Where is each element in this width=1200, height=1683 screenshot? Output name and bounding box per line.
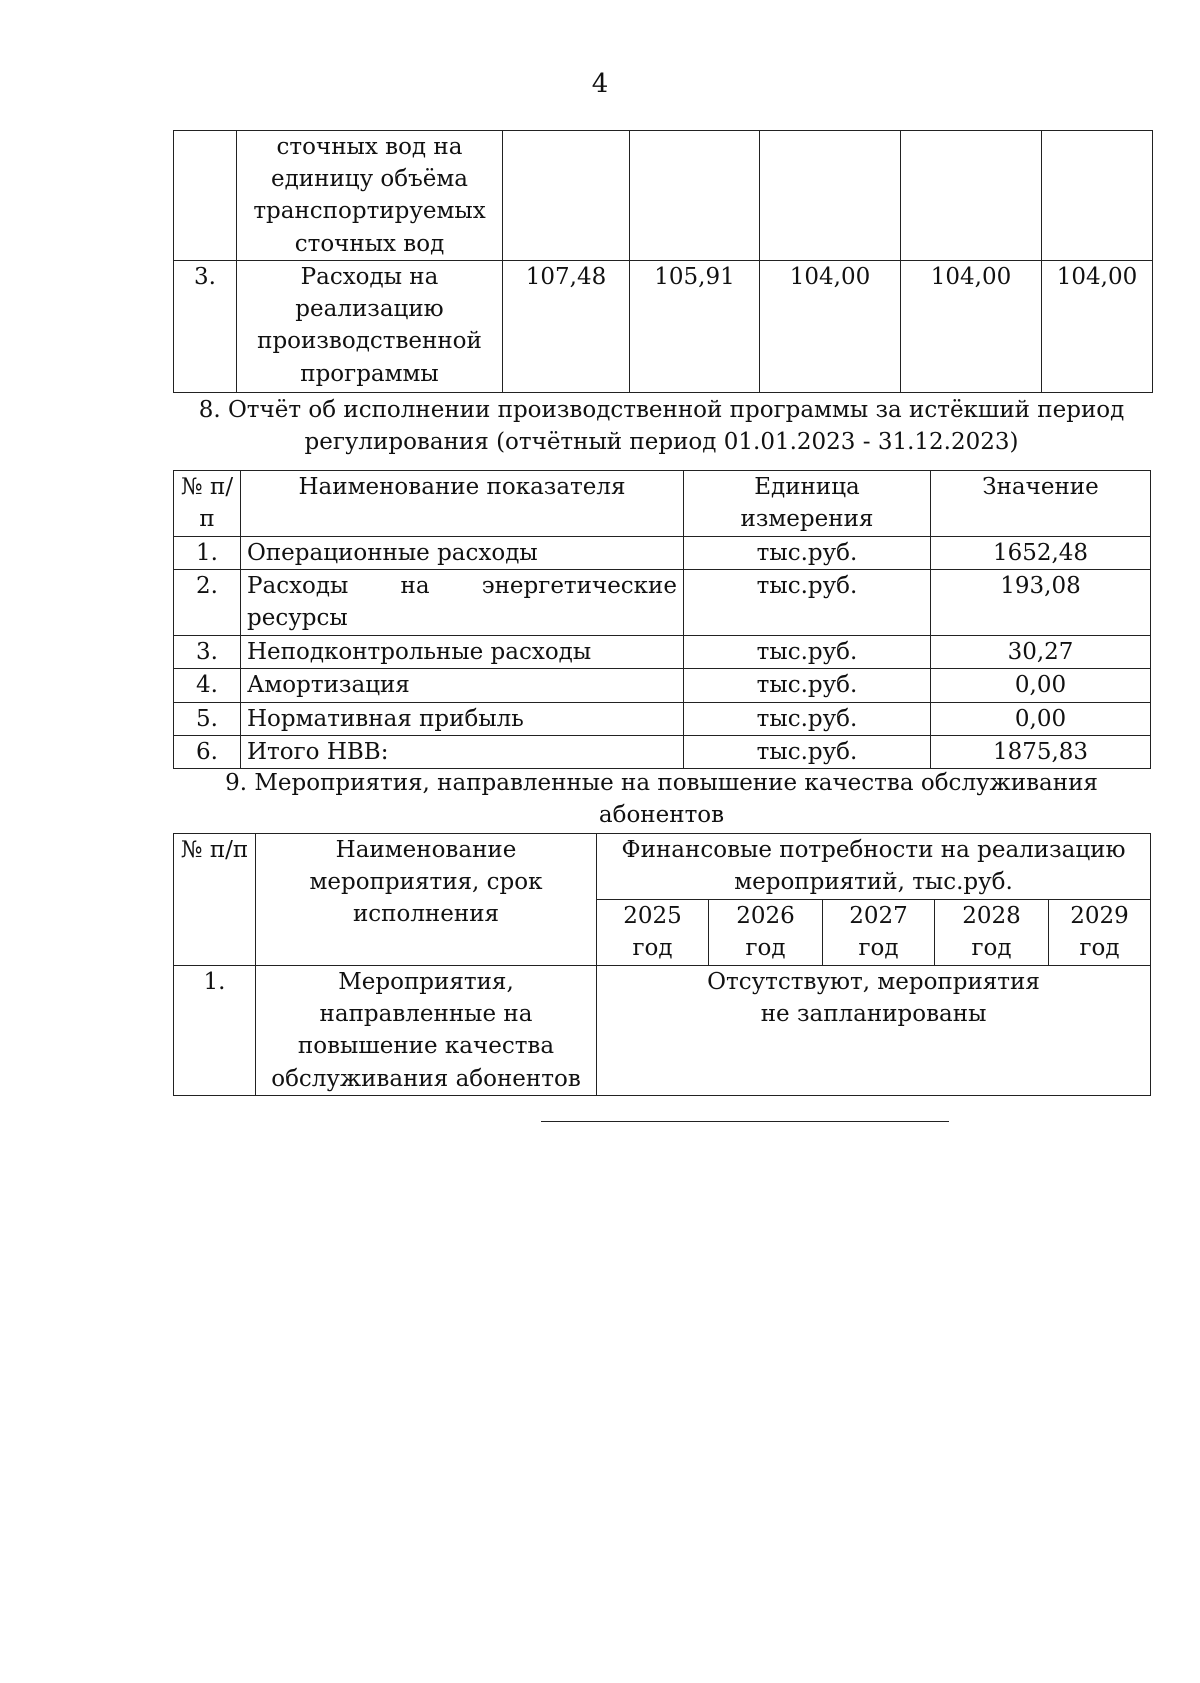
- table-row: [174, 702, 1151, 735]
- indicator-name: Нормативная прибыль: [241, 702, 684, 735]
- value-cell: 1652,48: [931, 537, 1151, 570]
- row-number: 4.: [174, 669, 241, 702]
- unit-cell: тыс.руб.: [684, 636, 931, 669]
- header-num: № п/п: [174, 834, 256, 966]
- table-row: [174, 131, 1153, 261]
- header-finance: Финансовые потребности на реализацию мероприятий, тыс.руб.: [597, 834, 1151, 900]
- indicator-name: Расходы на энергетические ресурсы: [241, 570, 684, 636]
- value-cell: 104,00: [760, 261, 901, 393]
- table-row: [174, 570, 1151, 636]
- indicator-name: Итого НВВ:: [241, 735, 684, 768]
- table-row: [174, 735, 1151, 768]
- unit-cell: тыс.руб.: [684, 570, 931, 636]
- measure-note: Отсутствуют, мероприятия не запланированы: [597, 966, 1151, 1096]
- value-cell: 0,00: [931, 702, 1151, 735]
- row-number: 6.: [174, 735, 241, 768]
- header-name: Наименование мероприятия, срок исполнения: [256, 834, 597, 966]
- value-cell: 0,00: [931, 669, 1151, 702]
- unit-cell: тыс.руб.: [684, 702, 931, 735]
- row-number: 1.: [174, 966, 256, 1096]
- page-number: 4: [591, 69, 609, 99]
- value-cell: 104,00: [901, 261, 1042, 393]
- table-header-row: [174, 834, 1151, 900]
- row-number: 5.: [174, 702, 241, 735]
- measures-table: [173, 833, 1151, 1096]
- value-cell: 193,08: [931, 570, 1151, 636]
- unit-cell: тыс.руб.: [684, 735, 931, 768]
- table-row: [174, 537, 1151, 570]
- table-row: [174, 966, 1151, 1096]
- value-cell: 30,27: [931, 636, 1151, 669]
- row-number: 3.: [174, 261, 237, 393]
- table-row: [174, 636, 1151, 669]
- header-year: 2027 год: [823, 900, 935, 966]
- value-cell: 1875,83: [931, 735, 1151, 768]
- indicator-name: Расходы на реализацию производственной программы: [237, 261, 503, 393]
- value-cell: 105,91: [630, 261, 760, 393]
- header-num: № п/п: [174, 471, 241, 537]
- measure-name: Мероприятия, направленные на повышение качества обслуживания абонентов: [256, 966, 597, 1096]
- header-year: 2029 год: [1049, 900, 1151, 966]
- value-cell: 107,48: [503, 261, 630, 393]
- row-number: 1.: [174, 537, 241, 570]
- header-year: 2025 год: [597, 900, 709, 966]
- unit-cell: тыс.руб.: [684, 537, 931, 570]
- indicators-table-continued: [173, 130, 1153, 393]
- indicator-name: Операционные расходы: [241, 537, 684, 570]
- indicator-name: сточных вод на единицу объёма транспортируемых сточных вод: [237, 131, 503, 261]
- end-divider: [541, 1121, 949, 1122]
- header-unit: Единица измерения: [684, 471, 931, 537]
- table-row: [174, 669, 1151, 702]
- table-header-row: [174, 471, 1151, 537]
- row-number: 3.: [174, 636, 241, 669]
- row-number: 2.: [174, 570, 241, 636]
- header-year: 2026 год: [709, 900, 823, 966]
- header-value: Значение: [931, 471, 1151, 537]
- section-8-heading: 8. Отчёт об исполнении производственной программы за истёкший период регулирования (отчётный период 01.01.2023 - 31.12.2023): [198, 397, 1125, 456]
- table-row: [174, 261, 1153, 393]
- unit-cell: тыс.руб.: [684, 669, 931, 702]
- header-name: Наименование показателя: [241, 471, 684, 537]
- value-cell: 104,00: [1042, 261, 1153, 393]
- row-number: [174, 131, 237, 261]
- indicator-name: Амортизация: [241, 669, 684, 702]
- report-table: [173, 470, 1151, 769]
- section-9-heading: 9. Мероприятия, направленные на повышение качества обслуживания абонентов: [225, 770, 1098, 829]
- header-year: 2028 год: [935, 900, 1049, 966]
- indicator-name: Неподконтрольные расходы: [241, 636, 684, 669]
